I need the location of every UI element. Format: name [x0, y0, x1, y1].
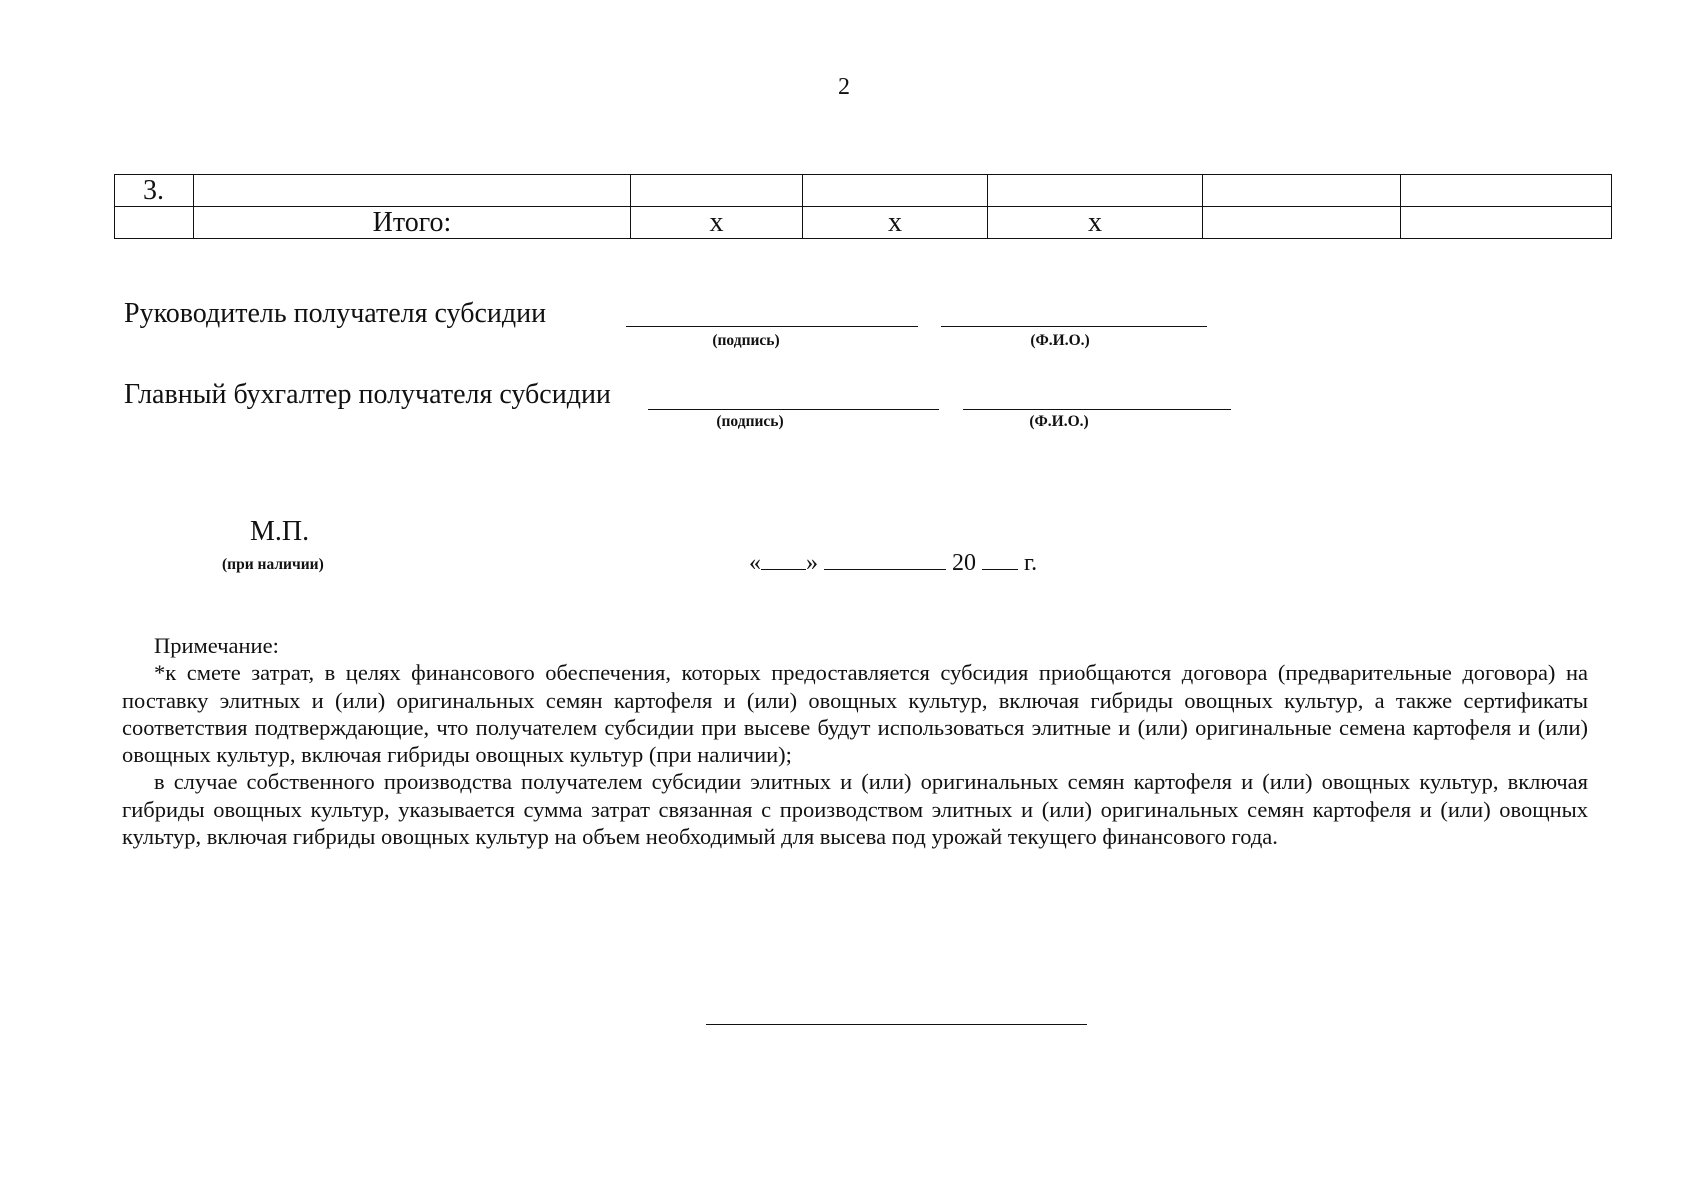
- day-blank: [761, 549, 806, 570]
- date-open-quote: «: [749, 550, 761, 576]
- table-cell: [1203, 175, 1401, 207]
- table-cell: [1401, 175, 1612, 207]
- head-signature-label: Руководитель получателя субсидии: [124, 298, 547, 329]
- end-of-document-line: [706, 1024, 1087, 1025]
- accountant-name-caption: (Ф.И.О.): [1029, 413, 1089, 430]
- notes-section: [122, 632, 1588, 850]
- page-number: 2: [838, 74, 850, 100]
- accountant-name-line: [963, 409, 1231, 410]
- accountant-signature-caption: (подпись): [716, 413, 784, 430]
- table-cell: х: [803, 207, 988, 239]
- date-line: [749, 549, 1037, 577]
- table-row: [115, 175, 1612, 207]
- stamp-label: М.П.: [250, 516, 310, 547]
- year-prefix: 20: [952, 550, 976, 576]
- table-cell: х: [631, 207, 803, 239]
- accountant-signature-label: Главный бухгалтер получателя субсидии: [124, 379, 611, 410]
- month-blank: [824, 549, 946, 570]
- cost-summary-table: [114, 174, 1612, 239]
- table-cell: [803, 175, 988, 207]
- table-cell: х: [988, 207, 1203, 239]
- head-signature-caption: (подпись): [712, 332, 780, 349]
- table-cell: [631, 175, 803, 207]
- head-signature-line: [626, 326, 918, 327]
- name-cell: [194, 175, 631, 207]
- table-cell: [1203, 207, 1401, 239]
- notes-paragraph-1: *к смете затрат, в целях финансового обеспечения, которых предоставляется субсидия приобщаются договора (предварительные договора) на поставку элитных и (или) оригинальных семян картофеля и (или) овощных культур, включая гибриды овощных культур, а также сертификаты соответствия подтверждающие, что получателем субсидии при высеве будут использоваться элитные и (или) оригинальные семена картофеля и (или) овощных культур, включая гибриды овощных культур (при наличии);: [122, 660, 1588, 768]
- notes-heading: Примечание:: [154, 633, 279, 658]
- year-suffix: г.: [1024, 550, 1038, 576]
- table-row-total: [115, 207, 1612, 239]
- notes-paragraph-2: в случае собственного производства получателем субсидии элитных и (или) оригинальных семян картофеля и (или) овощных культур, включая гибриды овощных культур, указывается сумма затрат связанная с производством элитных и (или) оригинальных семян картофеля и (или) овощных культур, включая гибриды овощных культур на объем необходимый для высева под урожай текущего финансового года.: [122, 769, 1588, 850]
- row-number-cell: [115, 207, 194, 239]
- head-name-line: [941, 326, 1207, 327]
- table-cell: [1401, 207, 1612, 239]
- stamp-caption: (при наличии): [222, 556, 324, 573]
- row-number-cell: 3.: [115, 175, 194, 207]
- head-name-caption: (Ф.И.О.): [1030, 332, 1090, 349]
- year-blank: [982, 549, 1018, 570]
- table-cell: [988, 175, 1203, 207]
- total-label-cell: Итого:: [194, 207, 631, 239]
- date-close-quote: »: [806, 550, 818, 576]
- accountant-signature-line: [648, 409, 939, 410]
